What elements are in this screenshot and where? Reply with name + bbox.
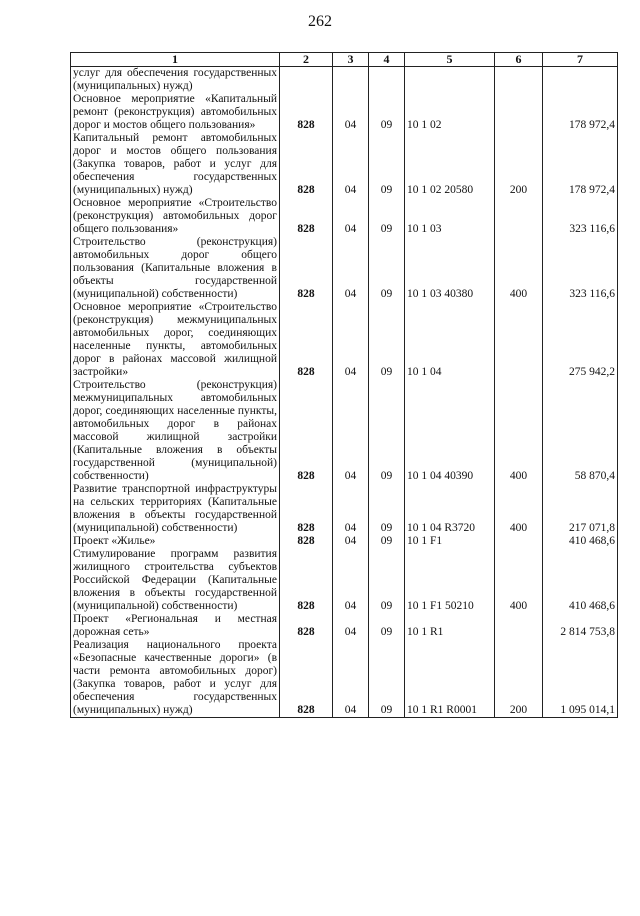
description-cell: Развитие транспортной инфраструктуры на сельских территориях (Капитальные вложения в объекты государственной (муниципальной) собственности) [71, 483, 280, 535]
subsection-cell: 09 [369, 548, 405, 613]
target-item-cell: 10 1 02 20580 [405, 132, 495, 197]
amount-cell: 178 972,4 [543, 93, 618, 132]
column-header: 5 [405, 53, 495, 67]
column-header: 3 [333, 53, 369, 67]
description-cell: Строительство (реконструкция) межмуниципальных автомобильных дорог, соединяющих населенные пункты, автомобильных дорог в районах массовой жилищной застройки (Капитальные вложения в объекты государственной (муниципальной) собственности) [71, 379, 280, 483]
table-row [71, 236, 618, 301]
expense-type-cell: 200 [495, 639, 543, 718]
expense-type-cell: 400 [495, 236, 543, 301]
expense-type-cell [495, 93, 543, 132]
budget-table [70, 52, 618, 718]
section-cell: 04 [333, 93, 369, 132]
table-row [71, 639, 618, 718]
table-row [71, 67, 618, 94]
expense-type-cell: 400 [495, 548, 543, 613]
admin-code-cell: 828 [280, 236, 333, 301]
admin-code-cell: 828 [280, 535, 333, 548]
subsection-cell: 09 [369, 535, 405, 548]
subsection-cell: 09 [369, 639, 405, 718]
section-cell: 04 [333, 535, 369, 548]
expense-type-cell [495, 67, 543, 94]
expense-type-cell: 400 [495, 379, 543, 483]
subsection-cell [369, 67, 405, 94]
amount-cell [543, 67, 618, 94]
section-cell: 04 [333, 483, 369, 535]
section-cell: 04 [333, 379, 369, 483]
subsection-cell: 09 [369, 379, 405, 483]
column-header: 1 [71, 53, 280, 67]
admin-code-cell [280, 67, 333, 94]
description-cell: Проект «Региональная и местная дорожная сеть» [71, 613, 280, 639]
admin-code-cell: 828 [280, 93, 333, 132]
amount-cell: 2 814 753,8 [543, 613, 618, 639]
page-number: 262 [308, 13, 332, 30]
section-cell [333, 67, 369, 94]
subsection-cell: 09 [369, 483, 405, 535]
subsection-cell: 09 [369, 197, 405, 236]
column-header: 2 [280, 53, 333, 67]
amount-cell: 275 942,2 [543, 301, 618, 379]
expense-type-cell [495, 535, 543, 548]
admin-code-cell: 828 [280, 548, 333, 613]
section-cell: 04 [333, 548, 369, 613]
subsection-cell: 09 [369, 236, 405, 301]
table-row [71, 535, 618, 548]
amount-cell: 410 468,6 [543, 548, 618, 613]
description-cell: Реализация национального проекта «Безопасные качественные дороги» (в части ремонта автомобильных дорог) (Закупка товаров, работ и услуг для обеспечения государственных (муниципальных) нужд) [71, 639, 280, 718]
target-item-cell: 10 1 02 [405, 93, 495, 132]
target-item-cell [405, 67, 495, 94]
description-cell: услуг для обеспечения государственных (муниципальных) нужд) [71, 67, 280, 94]
target-item-cell: 10 1 04 R3720 [405, 483, 495, 535]
header-row [71, 53, 618, 67]
expense-type-cell [495, 301, 543, 379]
column-header: 4 [369, 53, 405, 67]
description-cell: Проект «Жилье» [71, 535, 280, 548]
subsection-cell: 09 [369, 132, 405, 197]
amount-cell: 410 468,6 [543, 535, 618, 548]
column-header: 7 [543, 53, 618, 67]
description-cell: Основное мероприятие «Строительство (реконструкция) межмуниципальных автомобильных дорог, соединяющих населенные пункты, автомобильных дорог в районах массовой жилищной застройки» [71, 301, 280, 379]
target-item-cell: 10 1 R1 R0001 [405, 639, 495, 718]
table-row [71, 132, 618, 197]
description-cell: Строительство (реконструкция) автомобильных дорог общего пользования (Капитальные вложения в объекты государственной (муниципальной) собственности) [71, 236, 280, 301]
expense-type-cell [495, 197, 543, 236]
table-row [71, 93, 618, 132]
amount-cell: 217 071,8 [543, 483, 618, 535]
section-cell: 04 [333, 613, 369, 639]
target-item-cell: 10 1 R1 [405, 613, 495, 639]
amount-cell: 58 870,4 [543, 379, 618, 483]
table-row [71, 301, 618, 379]
description-cell: Капитальный ремонт автомобильных дорог и мостов общего пользования (Закупка товаров, работ и услуг для обеспечения государственных (муниципальных) нужд) [71, 132, 280, 197]
table-row [71, 379, 618, 483]
amount-cell: 323 116,6 [543, 236, 618, 301]
admin-code-cell: 828 [280, 639, 333, 718]
table-row [71, 483, 618, 535]
section-cell: 04 [333, 236, 369, 301]
target-item-cell: 10 1 F1 [405, 535, 495, 548]
admin-code-cell: 828 [280, 483, 333, 535]
description-cell: Стимулирование программ развития жилищного строительства субъектов Российской Федерации (Капитальные вложения в объекты государственной (муниципальной) собственности) [71, 548, 280, 613]
target-item-cell: 10 1 04 [405, 301, 495, 379]
description-cell: Основное мероприятие «Капитальный ремонт (реконструкция) автомобильных дорог и мостов общего пользования» [71, 93, 280, 132]
table-row [71, 613, 618, 639]
target-item-cell: 10 1 F1 50210 [405, 548, 495, 613]
admin-code-cell: 828 [280, 379, 333, 483]
section-cell: 04 [333, 197, 369, 236]
amount-cell: 323 116,6 [543, 197, 618, 236]
expense-type-cell: 200 [495, 132, 543, 197]
table-row [71, 548, 618, 613]
subsection-cell: 09 [369, 613, 405, 639]
target-item-cell: 10 1 03 [405, 197, 495, 236]
admin-code-cell: 828 [280, 613, 333, 639]
amount-cell: 1 095 014,1 [543, 639, 618, 718]
table-row [71, 197, 618, 236]
expense-type-cell: 400 [495, 483, 543, 535]
subsection-cell: 09 [369, 93, 405, 132]
admin-code-cell: 828 [280, 197, 333, 236]
subsection-cell: 09 [369, 301, 405, 379]
section-cell: 04 [333, 301, 369, 379]
expense-type-cell [495, 613, 543, 639]
section-cell: 04 [333, 132, 369, 197]
column-header: 6 [495, 53, 543, 67]
description-cell: Основное мероприятие «Строительство (реконструкция) автомобильных дорог общего пользования» [71, 197, 280, 236]
target-item-cell: 10 1 03 40380 [405, 236, 495, 301]
admin-code-cell: 828 [280, 132, 333, 197]
admin-code-cell: 828 [280, 301, 333, 379]
target-item-cell: 10 1 04 40390 [405, 379, 495, 483]
amount-cell: 178 972,4 [543, 132, 618, 197]
section-cell: 04 [333, 639, 369, 718]
